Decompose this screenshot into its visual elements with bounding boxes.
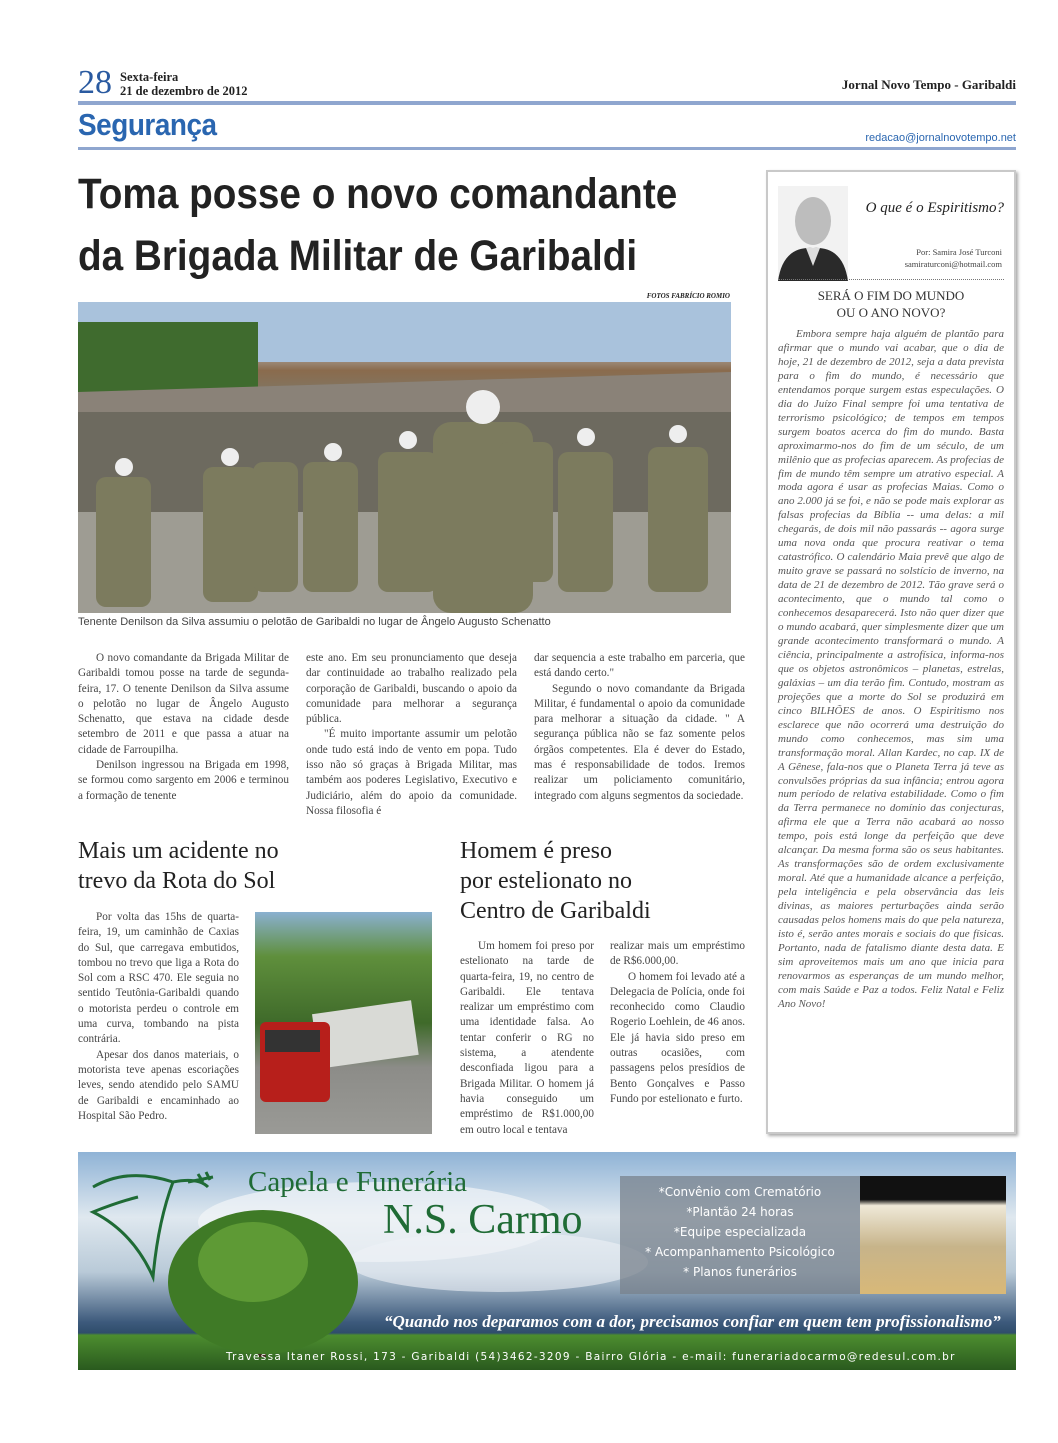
- main-article-column-2: [306, 651, 517, 819]
- ad-name-line-2: N.S. Carmo: [383, 1197, 583, 1243]
- paragraph: Segundo o novo comandante da Brigada Militar, é fundamental o apoio da comunidade para melhorar a situação da cidade. " A segurança pública não se faz somente pelos órgãos competentes. Ela é dever do Estado, mas é responsabilidade de todos. Iremos realizar um policiamento comunitário, integrado com alguns segmentos da sociedade.: [534, 682, 745, 802]
- column-title: O que é o Espiritismo?: [865, 200, 1004, 216]
- byline: [905, 246, 1002, 270]
- service-item: *Equipe especializada: [673, 1225, 807, 1239]
- services-panel: [620, 1176, 860, 1294]
- fraud-article-column-1: [460, 939, 594, 1138]
- main-headline: [78, 163, 690, 287]
- headline-line: por estelionato no: [460, 868, 632, 894]
- title-line: SERÁ O FIM DO MUNDO: [817, 288, 965, 303]
- photo-credit: FOTOS FABRÍCIO ROMIO: [646, 292, 730, 300]
- service-item: * Acompanhamento Psicológico: [645, 1245, 835, 1259]
- paragraph: Apesar dos danos materiais, o motorista teve apenas escoriações leves, sendo atendido pelo SAMU de Garibaldi e encaminhado ao Hospital São Pedro.: [78, 1048, 239, 1122]
- headline-line: Toma posse o novo comandante: [78, 170, 678, 218]
- paragraph: "É muito importante assumir um pelotão onde tudo está indo de vento em popa. Tudo isso não só graças à Brigada Militar, mas também aos poderes Legislativo, Executivo e Judiciário, além do apoio da comunidade. Nossa filosofia é: [306, 728, 517, 817]
- title-line: OU O ANO NOVO?: [836, 305, 946, 320]
- ad-slogan: “Quando nos deparamos com a dor, precisamos confiar em quem tem profissionalismo”: [384, 1312, 1001, 1331]
- page-number: 28: [78, 64, 112, 101]
- section-title: Segurança: [78, 107, 217, 142]
- fraud-headline: [460, 836, 750, 926]
- headline-line: Mais um acidente no: [78, 838, 279, 864]
- main-photo: [78, 302, 731, 613]
- newspaper-name: Jornal Novo Tempo - Garibaldi: [841, 77, 1016, 92]
- paragraph: Denilson ingressou na Brigada em 1998, se formou como sargento em 2006 e terminou a formação de tenente: [78, 759, 289, 802]
- weekday: Sexta-feira: [120, 70, 179, 84]
- accident-headline: [78, 836, 438, 896]
- column-article-title: [768, 287, 1014, 321]
- paragraph: dar sequencia a este trabalho em parceria, que está dando certo.": [534, 652, 745, 680]
- headline-line: da Brigada Militar de Garibaldi: [78, 232, 638, 280]
- author-email[interactable]: samiraturconi@hotmail.com: [904, 259, 1002, 269]
- ad-contact-footer: Travessa Itaner Rossi, 173 - Garibaldi (54)3462-3209 - Bairro Glória - e-mail: funerariadocarmo@redesul.com.br: [226, 1351, 956, 1363]
- divider: [778, 279, 1004, 280]
- date: 21 de dezembro de 2012: [120, 84, 248, 98]
- overturned-truck-image: [255, 912, 432, 1134]
- header-rule: [78, 101, 1016, 105]
- chapel-building-photo: [860, 1176, 1006, 1294]
- contact-email-link[interactable]: redacao@jornalnovotempo.net: [865, 132, 1016, 144]
- paragraph: Um homem foi preso por estelionato na tarde de quarta-feira, 19, no centro de Garibaldi. Ele tentava realizar um empréstimo com uma identidade falsa. Ao tentar conferir o RG no sistema, a atendente desconfiada ligou para a Brigada Militar. O homem já havia conseguido um empréstimo de R$1.000,00 em outro local e tentava: [460, 940, 594, 1136]
- accident-article-body: [78, 910, 239, 1124]
- headline-line: trevo da Rota do Sol: [78, 868, 276, 894]
- paragraph: Por volta das 15hs de quarta-feira, 19, um caminhão de Caxias do Sul, que carregava embutidos, tombou no trevo que liga a Rota do Sol com a RSC 470. Ele seguia no sentido Teutônia-Garibaldi quando o motorista perdeu o controle em uma curva, tombando na pista contrária.: [78, 911, 239, 1046]
- soldiers-formation-image: [78, 302, 731, 613]
- author-name: Por: Samira José Turconi: [916, 247, 1002, 257]
- photo-caption: Tenente Denilson da Silva assumiu o pelotão de Garibaldi no lugar de Ângelo Augusto Schenatto: [78, 616, 551, 628]
- paragraph: este ano. Em seu pronunciamento que deseja dar continuidade ao trabalho realizado pela corporação de Garibaldi, buscando o apoio da comunidade para melhorar a segurança pública.: [306, 652, 517, 726]
- service-item: *Convênio com Crematório: [658, 1185, 822, 1199]
- main-article-column-3: [534, 651, 745, 804]
- headline-line: Homem é preso: [460, 838, 612, 864]
- paragraph: O homem foi levado até a Delegacia de Polícia, onde foi reconhecido como Claudio Rogerio Loehlein, de 46 anos. Ele já havia sido preso em outras ocasiões, com passagens pelos presídios de Bento Gonçalves e Passo Fundo por estelionato e furto.: [610, 970, 745, 1105]
- opinion-column-box: [766, 170, 1016, 1134]
- paragraph: Embora sempre haja alguém de plantão para afirmar que o mundo vai acabar, que o dia de hoje, 21 de dezembro de 2012, seja a data prevista para o fim do mundo, é necessário que entendamos porque surgem estas especulações. O dia do Juízo Final sempre foi uma tentativa de terrorismo psicológico; de tempos em tempos surgem boatos acerca do fim do mundo. Basta aproximarmo-nos do fim de um século, de um milênio que as profecias aparecem. As profecias de fim de mundo têm sempre um atrativo especial. A moda agora é usar as profecias Maias. Como o ano 2.000 já se foi, e não se pode mais explorar as falsas profecias da Bíblia -- uma delas: a mil chegarás, de dois mil não passarás -- agora surge uma nova onda que procura reativar o tema catastrófico. O calendário Maia prevê que algo de muito grave se passará no solstício de inverno, na data de 21 de dezembro de 2012. Tão grave será o acontecimento, que o mundo tal como o conhecemos desaparecerá. Isto não quer dizer que o mundo acabará, quer simplesmente dizer que um grande acontecimento transformará o mundo. A ciência, principalmente a astrofísica, informa-nos que os objetos astronômicos – planetas, estrelas, galáxias – um dia terão fim. Contudo, mostram as projeções que a morte do Sol se produzirá em cinco BILHÕES de anos. O Espiritismo nos esclarece que não ocorrerá uma destruição do mundo como conhecemos, mas sim uma transformação moral. Allan Kardec, no cap. IX de A Gênese, fala-nos que o Planeta Terra já teve as convulsões próprias da sua infância; entrou agora num período de relativa estabilidade. Como o fim da Terra permanece no domínio das conjecturas, afirma ele que a Terra não acabará ao nosso tempo, pois está longe da perfeição que deve alcançar. Da mesma forma são os seus habitantes. As transformações são de ordem exclusivamente moral. Até que a humanidade alcance a perfeição, pela inteligência e pela observância das leis divinas, as maiores perturbações ainda serão causadas pelos homens mais do que pela natureza, isto é, serão antes morais e sociais do que físicas. Portanto, nada de fatalismo diante desta data. E sim aproveitemos mais um ano que inicia para renovarmos as esperanças de um mundo melhor, com mais Saúde e Paz a todos. Feliz Natal e Feliz Ano Novo!: [778, 328, 1004, 1010]
- paragraph: O novo comandante da Brigada Militar de Garibaldi tomou posse na tarde de segunda-feira, 17. O tenente Denilson da Silva assume o pelotão no lugar de Ângelo Augusto Schenatto, que estava na cidade desde setembro de 2011 e que passa a atuar na cidade de Farroupilha.: [78, 652, 289, 756]
- service-item: * Planos funerários: [683, 1265, 797, 1279]
- author-portrait-image: [778, 186, 848, 281]
- service-item: *Plantão 24 horas: [686, 1205, 794, 1219]
- main-article-column-1: [78, 651, 289, 804]
- issue-date: [120, 70, 248, 98]
- fraud-article-column-2: [610, 939, 745, 1107]
- paragraph: realizar mais um empréstimo de R$6.000,00.: [610, 940, 745, 968]
- section-rule: [78, 147, 1016, 150]
- ad-name-line-1: Capela e Funerária: [248, 1166, 468, 1198]
- headline-line: Centro de Garibaldi: [460, 898, 651, 924]
- accident-photo: [255, 912, 432, 1134]
- column-body: [778, 328, 1004, 1012]
- funeral-home-advertisement[interactable]: [78, 1152, 1016, 1370]
